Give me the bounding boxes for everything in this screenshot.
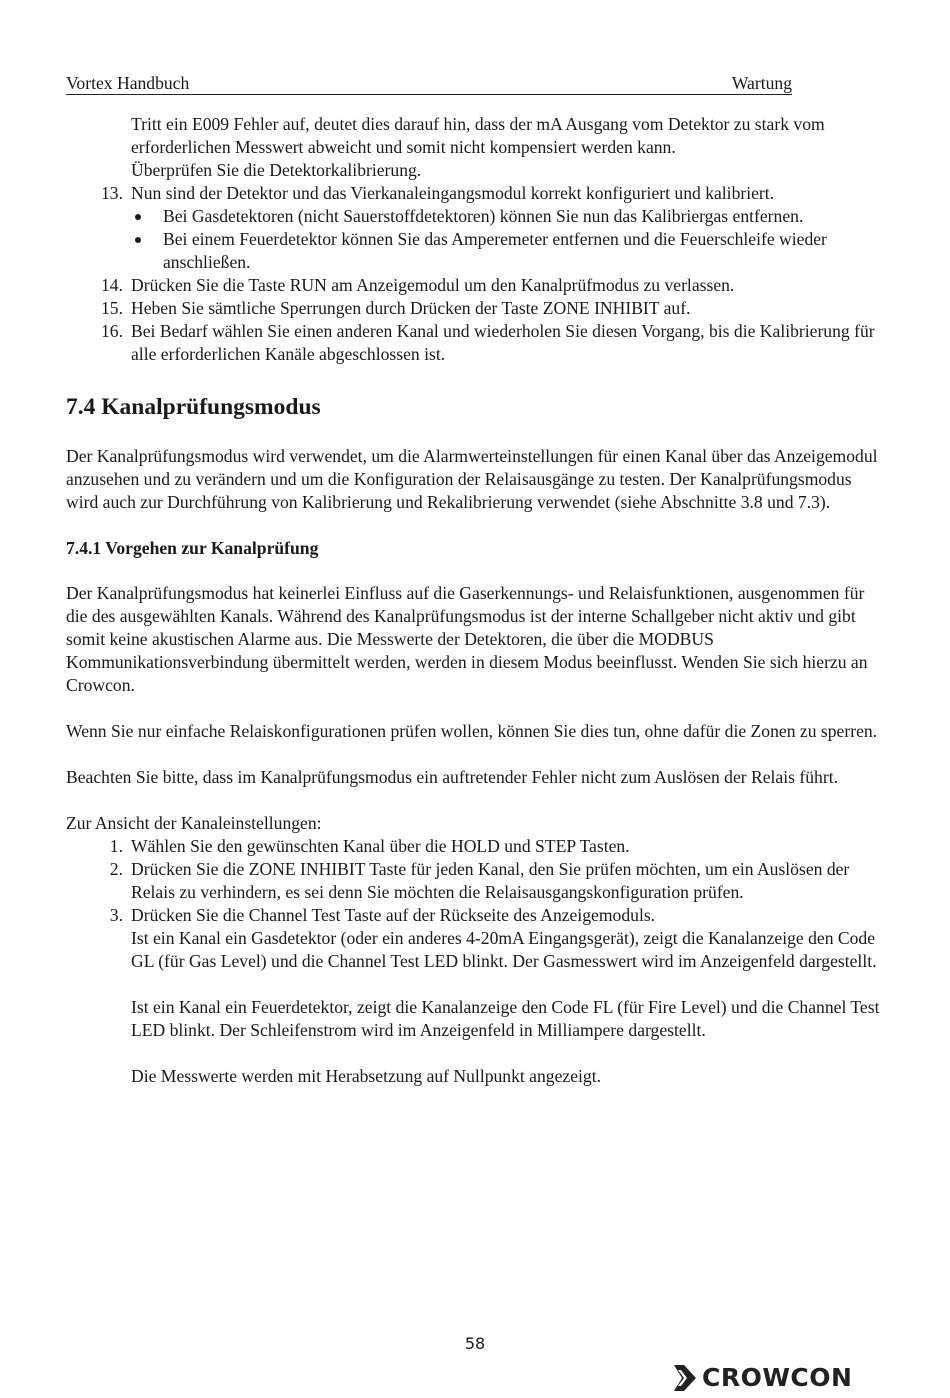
list-item	[66, 320, 886, 366]
bullet-icon	[135, 214, 141, 220]
list-number: 13.	[101, 183, 123, 203]
list-item-text: Wählen Sie den gewünschten Kanal über die HOLD und STEP Tasten.	[131, 836, 630, 856]
list-item-detail: Die Messwerte werden mit Herabsetzung auf Nullpunkt angezeigt.	[131, 1066, 601, 1086]
body-paragraph: Beachten Sie bitte, dass im Kanalprüfungsmodus ein auftretender Fehler nicht zum Auslösen der Relais führt.	[66, 767, 838, 787]
list-item	[66, 182, 886, 274]
bullet-list	[131, 205, 886, 274]
list-item-text: Heben Sie sämtliche Sperrungen durch Drücken der Taste ZONE INHIBIT auf.	[131, 298, 691, 318]
list-item	[66, 835, 886, 858]
list-number: 3.	[109, 905, 123, 925]
page-content	[66, 113, 886, 1088]
list-item-text: Drücken Sie die Channel Test Taste auf der Rückseite des Anzeigemoduls.	[131, 905, 656, 925]
list-number: 1.	[109, 836, 123, 856]
list-item	[66, 297, 886, 320]
logo-text: CROWCON	[702, 1363, 853, 1392]
channel-settings-steps	[66, 835, 886, 1088]
header-section: Wartung	[731, 73, 792, 93]
continuation-text: Überprüfen Sie die Detektorkalibrierung.	[131, 160, 422, 180]
list-number: 2.	[109, 859, 123, 879]
list-item	[66, 274, 886, 297]
list-item-detail: Ist ein Kanal ein Feuerdetektor, zeigt die Kanalanzeige den Code FL (für Fire Level) und die Channel Test LED blinkt. Der Schleifenstrom wird im Anzeigenfeld in Milliampere dargestellt.	[131, 997, 880, 1040]
bullet-item	[131, 205, 886, 228]
page-number: 58	[464, 1334, 486, 1353]
list-number: 15.	[101, 298, 123, 318]
header-title: Vortex Handbuch	[66, 73, 190, 93]
bullet-text: Bei einem Feuerdetektor können Sie das Amperemeter entfernen und die Feuerschleife wieder anschließen.	[163, 229, 827, 272]
bullet-text: Bei Gasdetektoren (nicht Sauerstoffdetektoren) können Sie nun das Kalibriergas entfernen.	[163, 206, 804, 226]
body-paragraph: Wenn Sie nur einfache Relaiskonfigurationen prüfen wollen, können Sie dies tun, ohne dafür die Zonen zu sperren.	[66, 721, 878, 741]
list-item-text: Bei Bedarf wählen Sie einen anderen Kanal und wiederholen Sie diesen Vorgang, bis die Kalibrierung für alle erforderlichen Kanäle abgeschlossen ist.	[131, 321, 875, 364]
bullet-item	[131, 228, 886, 274]
bullet-icon	[135, 237, 141, 243]
page-header	[66, 72, 792, 95]
calibration-steps-list	[66, 182, 886, 366]
crowcon-logo-icon	[672, 1364, 698, 1392]
list-item-text: Drücken Sie die Taste RUN am Anzeigemodul um den Kanalprüfmodus zu verlassen.	[131, 275, 735, 295]
body-paragraph: Der Kanalprüfungsmodus hat keinerlei Einfluss auf die Gaserkennungs- und Relaisfunktionen, ausgenommen für die des ausgewählten Kanals. Während des Kanalprüfungsmodus ist der interne Schallgeber nicht aktiv und gibt somit keine akustischen Alarme aus. Die Messwerte der Detektoren, die über die MODBUS Kommunikationsverbindung übermittelt werden, werden in diesem Modus beeinflusst. Wenden Sie sich hierzu an Crowcon.	[66, 583, 868, 695]
list-item	[66, 858, 886, 904]
list-number: 14.	[101, 275, 123, 295]
list-item	[66, 904, 886, 1088]
list-item-detail: Ist ein Kanal ein Gasdetektor (oder ein anderes 4-20mA Eingangsgerät), zeigt die Kanalanzeige den Code GL (für Gas Level) und die Channel Test LED blinkt. Der Gasmesswert wird im Anzeigenfeld dargestellt.	[131, 928, 877, 971]
section-heading: 7.4 Kanalprüfungsmodus	[66, 394, 321, 420]
list-number: 16.	[101, 321, 123, 341]
list-item-text: Drücken Sie die ZONE INHIBIT Taste für jeden Kanal, den Sie prüfen möchten, um ein Auslösen der Relais zu verhindern, es sei denn Sie möchten die Relaisausgangskonfiguration prüfen.	[131, 859, 850, 902]
list-intro: Zur Ansicht der Kanaleinstellungen:	[66, 813, 322, 833]
section-paragraph: Der Kanalprüfungsmodus wird verwendet, um die Alarmwerteinstellungen für einen Kanal über das Anzeigemodul anzusehen und zu verändern und um die Konfiguration der Relaisausgänge zu testen. Der Kanalprüfungsmodus wird auch zur Durchführung von Kalibrierung und Rekalibrierung verwendet (siehe Abschnitte 3.8 und 7.3).	[66, 446, 878, 512]
list-item-text: Nun sind der Detektor und das Vierkanaleingangsmodul korrekt konfiguriert und kalibriert.	[131, 183, 775, 203]
subsection-heading: 7.4.1 Vorgehen zur Kanalprüfung	[66, 538, 319, 558]
continuation-text: Tritt ein E009 Fehler auf, deutet dies darauf hin, dass der mA Ausgang vom Detektor zu stark vom erforderlichen Messwert abweicht und somit nicht kompensiert werden kann.	[131, 114, 825, 157]
